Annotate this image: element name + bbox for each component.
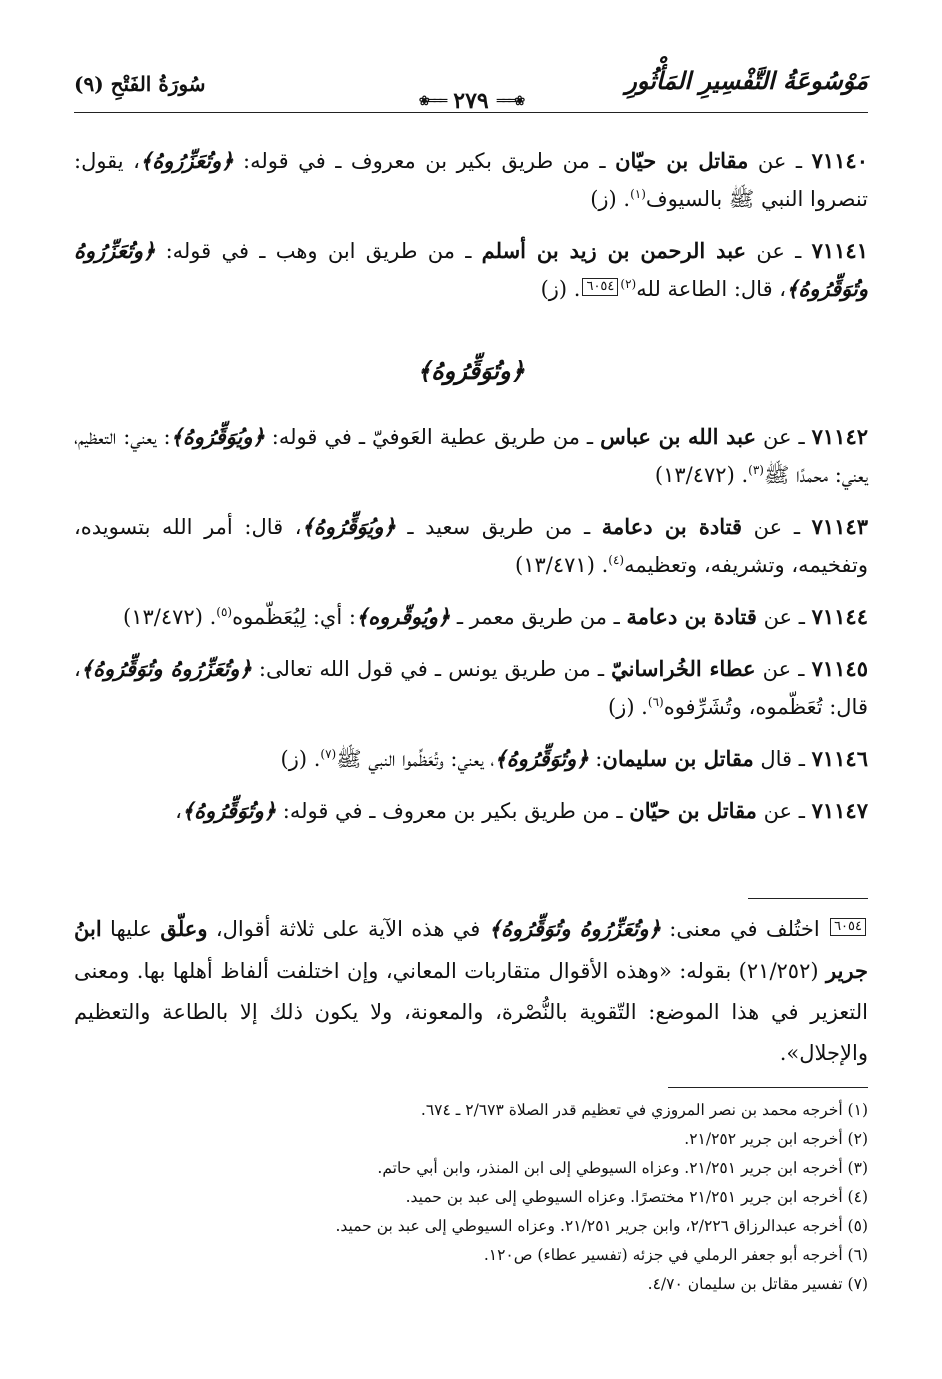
- entry-text: ـ من طريق ابن وهب ـ في قوله:: [155, 239, 482, 263]
- quran-quote: ﴿وتُعَزِّرُوهُ وتُوَقِّرُوهُ﴾: [74, 238, 868, 301]
- entry-text: ـ عن: [742, 515, 812, 539]
- entry-number: ٧١١٤٢: [811, 424, 869, 449]
- footnote: (٦) أخرجه أبو جعفر الرملي في جزئه (تفسير عطاء) ص١٢٠.: [483, 1246, 868, 1264]
- narration-entry: [74, 740, 868, 778]
- entry-text: ـ من طريق معمر ـ: [450, 605, 627, 629]
- running-header: [74, 62, 868, 114]
- footnote: (٣) أخرجه ابن جرير ٢١/٢٥١. وعزاه السيوطي إلى ابن المنذر، وابن أبي حاتم.: [377, 1159, 868, 1177]
- page-number: ٢٧٩: [453, 88, 489, 114]
- entry-text: . (ز): [590, 187, 631, 211]
- entry-text: ـ عن: [755, 425, 812, 449]
- entry-text: ـ من طريق بكير بن معروف ـ في قوله:: [276, 799, 630, 823]
- entry-text: ، يقول: تنصروا النبي ﷺ بالسيوف: [74, 149, 868, 211]
- entry-text: ـ من طريق عطية العَوفيّ ـ في قوله:: [264, 425, 601, 449]
- footnote: (٥) أخرجه عبدالرزاق ٢/٢٢٦، وابن جرير ٢١/٢٥١. وعزاه السيوطي إلى عبد بن حميد.: [335, 1217, 868, 1235]
- footnote-ref[interactable]: (٣): [748, 463, 764, 477]
- footnotes: [74, 1096, 868, 1299]
- footnote-ref[interactable]: (٢): [620, 277, 637, 291]
- footnote-ref[interactable]: (٤): [608, 553, 625, 567]
- quran-quote: ﴿وتُعَزِّرُوهُ وتُوَقِّرُوهُ﴾: [80, 656, 252, 681]
- entry-text: ـ عن: [755, 657, 812, 681]
- entry-number: ٧١١٤٦: [811, 746, 868, 771]
- entry-number: ٧١١٤٧: [811, 798, 868, 823]
- commentary-bold: ابنُ جرير: [74, 916, 868, 983]
- surah-title: سُورَةُ الفَتْحِ (٩): [74, 72, 206, 96]
- entry-text: : أي: لِيُعَظّموه: [232, 605, 356, 629]
- narration-entry: [74, 598, 868, 636]
- header-divider: [74, 112, 868, 113]
- narrator-name: عبد الله بن عباس: [600, 424, 756, 449]
- footnote-ref[interactable]: (١): [630, 187, 646, 201]
- commentary-block: [74, 908, 868, 1074]
- narrator-name: عطاء الخُراسانيّ: [611, 656, 756, 681]
- entry-text: ـ عن: [746, 239, 812, 263]
- narrator-name: مقاتل بن حيّان: [629, 798, 757, 823]
- footnote-ref[interactable]: (٦): [647, 695, 664, 709]
- entry-text: ـ عن: [756, 605, 812, 629]
- entry-text: . (١٣/٤٧٢): [654, 463, 749, 487]
- narration-entry: [74, 142, 868, 218]
- narrator-name: قتادة بن دعامة: [626, 604, 757, 629]
- entry-text: ـ عن: [756, 799, 812, 823]
- entry-text: . (ز): [280, 747, 321, 771]
- quran-quote: ﴿وتُوَقِّرُوهُ﴾: [494, 746, 589, 771]
- narration-entry: [74, 232, 868, 308]
- entry-text: ـ من طريق يونس ـ في قول الله تعالى:: [251, 657, 612, 681]
- commentary-ref-box[interactable]: ٦٠٥٤: [582, 278, 618, 296]
- ornament-right-icon: ═══❀: [496, 93, 524, 109]
- section-heading: ﴿وتُوَقِّرُوهُ﴾: [417, 356, 525, 385]
- entry-text: ، قال: الطاعة لله: [636, 277, 787, 301]
- entry-number: ٧١١٤٥: [811, 656, 868, 681]
- footnote: (٢) أخرجه ابن جرير ٢١/٢٥٢.: [684, 1130, 868, 1148]
- ornament-left-icon: ❀═══: [418, 93, 446, 109]
- footnote: (٤) أخرجه ابن جرير ٢١/٢٥١ مختصرًا. وعزاه السيوطي إلى عبد بن حميد.: [405, 1188, 868, 1206]
- footnote-ref[interactable]: (٧): [320, 747, 337, 761]
- commentary-bold: وعلّق: [160, 916, 208, 941]
- narrator-name: مقاتل بن سليمان: [602, 746, 754, 771]
- book-title: مَوْسُوعَةُ التَّفْسِيرِ المَأْثُورِ: [625, 66, 868, 95]
- entry-text: . (١٣/٤٧١): [515, 553, 609, 577]
- commentary-text: اختُلف في معنى:: [660, 917, 829, 941]
- narration-entry: [74, 650, 868, 726]
- commentary-text: عليها: [101, 917, 161, 941]
- entry-number: ٧١١٤٠: [811, 148, 868, 173]
- entry-text: . (ز): [607, 695, 648, 719]
- quran-quote: ﴿وتُعَزِّرُوهُ﴾: [139, 148, 234, 173]
- footnote: (٧) تفسير مقاتل بن سليمان ٤/٧٠.: [647, 1275, 868, 1293]
- entry-text: ،: [175, 799, 182, 823]
- entry-text: ـ من طريق سعيد ـ: [395, 515, 602, 539]
- page-number-group: [419, 88, 523, 114]
- narrations: [74, 142, 868, 844]
- narrator-name: عبد الرحمن بن زيد بن أسلم: [481, 238, 747, 263]
- narration-entry: [74, 792, 868, 830]
- entry-text: : يعني: التعظيم، يعني: محمدًا ﷺ: [74, 425, 868, 487]
- commentary-text: في هذه الآية على ثلاثة أقوال،: [207, 917, 489, 941]
- commentary-text: (٢١/٢٥٢) بقوله: «وهذه الأقوال متقاربات المعاني، وإن اختلفت ألفاظ أهلها بها. ومعنى التعزير في هذا الموضع: التّقوية بالنُّصْرة، والمعونة، ولا يكون ذلك إلا بالطاعة والتعظيم والإجلال».: [74, 959, 868, 1065]
- quran-quote: ﴿وتُوَقِّرُوهُ﴾: [181, 798, 277, 823]
- entry-number: ٧١١٤٣: [811, 514, 868, 539]
- footnote-ref[interactable]: (٥): [216, 605, 233, 619]
- entry-text: ، يعني: وتُعَظِّموا النبي ﷺ: [336, 747, 495, 771]
- entry-text: ـ قال: [753, 747, 812, 771]
- entry-number: ٧١١٤٤: [811, 604, 868, 629]
- quran-quote: ﴿ويُوقّروه﴾: [355, 604, 451, 629]
- quran-quote: ﴿وتُعَزِّرُوهُ وتُوَقِّرُوهُ﴾: [488, 916, 661, 941]
- narrator-name: قتادة بن دعامة: [601, 514, 743, 539]
- entry-text: . (١٣/٤٧٢): [123, 605, 217, 629]
- quran-quote: ﴿ويُوَقِّرُوهُ﴾: [170, 424, 265, 449]
- footnotes-divider: [668, 1087, 868, 1088]
- entry-text: :: [588, 747, 603, 771]
- entry-text: ـ عن: [748, 149, 812, 173]
- entry-text: ـ من طريق بكير بن معروف ـ في قوله:: [233, 149, 616, 173]
- narration-entry: [74, 418, 868, 494]
- entry-text: . (ز): [540, 277, 581, 301]
- commentary-divider: [748, 898, 868, 899]
- narrator-name: مقاتل بن حيّان: [615, 148, 749, 173]
- footnote: (١) أخرجه محمد بن نصر المروزي في تعظيم قدر الصلاة ٢/٦٧٣ ـ ٦٧٤.: [420, 1101, 868, 1119]
- entry-text: ، قال: تُعَظّموه، وتُشَرِّفوه: [74, 657, 868, 719]
- narration-entry: [74, 508, 868, 584]
- quran-quote: ﴿ويُوَقِّرُوهُ﴾: [301, 514, 396, 539]
- entry-number: ٧١١٤١: [811, 238, 868, 263]
- commentary-number-box: ٦٠٥٤: [830, 918, 866, 936]
- entry-text: ، قال: أمر الله بتسويده، وتفخيمه، وتشريفه، وتعظيمه: [74, 515, 868, 577]
